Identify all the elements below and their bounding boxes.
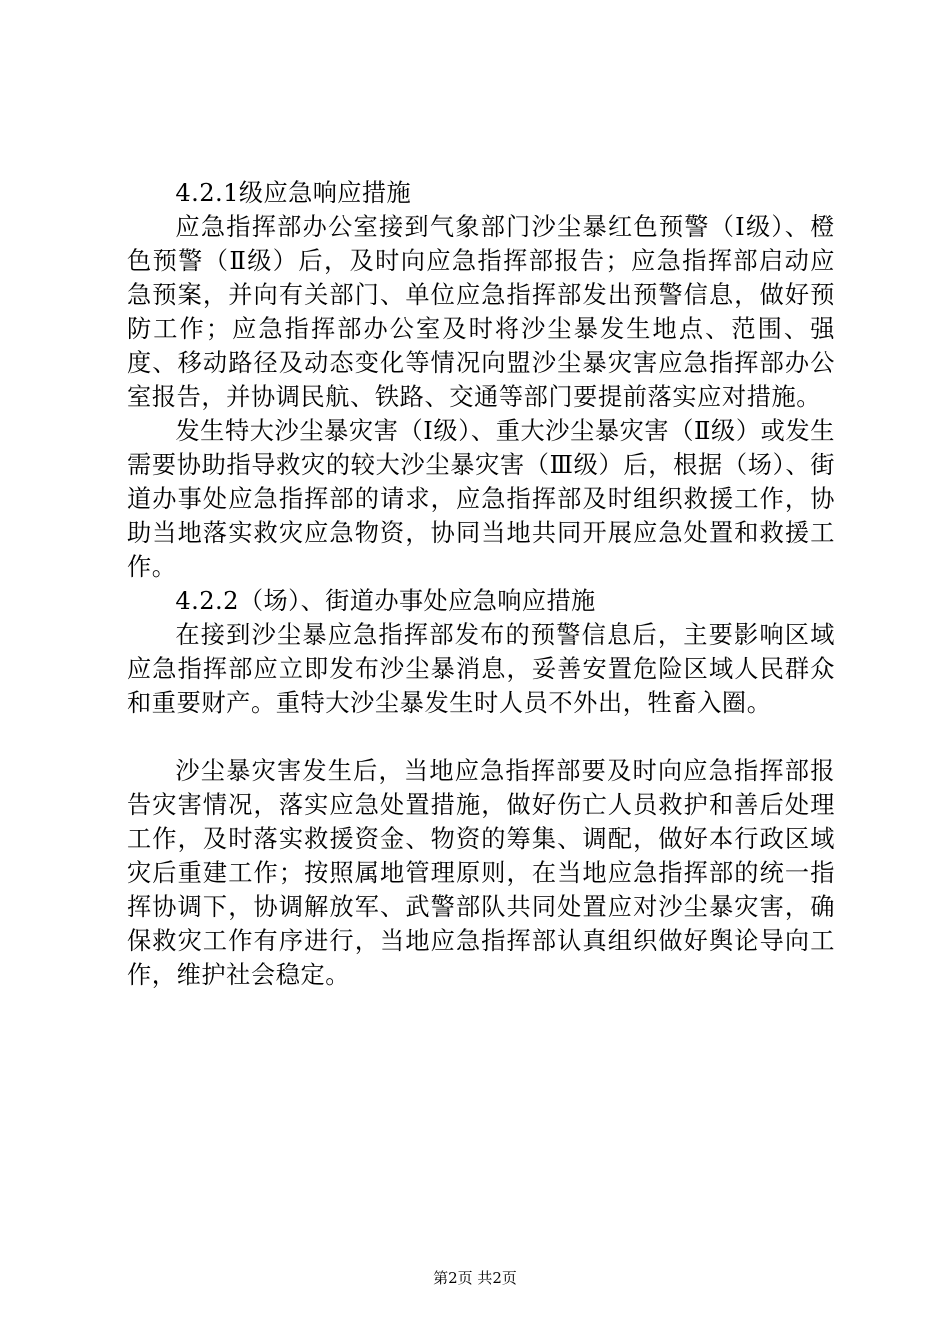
- paragraph-local-warning: 在接到沙尘暴应急指挥部发布的预警信息后，主要影响区域应急指挥部应立即发布沙尘暴消息，妥善安置危险区域人民群众和重要财产。重特大沙尘暴发生时人员不外出，牲畜入圈。: [127, 621, 835, 717]
- document-body: [127, 176, 835, 992]
- page-number-footer: 第2页 共2页: [433, 1269, 517, 1287]
- paragraph-post-disaster: 沙尘暴灾害发生后，当地应急指挥部要及时向应急指挥部报告灾害情况，落实应急处置措施，做好伤亡人员救护和善后处理工作，及时落实救援资金、物资的筹集、调配，做好本行政区域灾后重建工作；按照属地管理原则，在当地应急指挥部的统一指挥协调下，协调解放军、武警部队共同处置应对沙尘暴灾害，确保救灾工作有序进行，当地应急指挥部认真组织做好舆论导向工作，维护社会稳定。: [127, 757, 835, 989]
- paragraph-disaster-rescue: 发生特大沙尘暴灾害（Ⅰ级）、重大沙尘暴灾害（Ⅱ级）或发生需要协助指导救灾的较大沙尘暴灾害（Ⅲ级）后，根据（场）、街道办事处应急指挥部的请求，应急指挥部及时组织救援工作，协助当地落实救灾应急物资，协同当地共同开展应急处置和救援工作。: [127, 417, 835, 581]
- section-heading-4-2-1: 4.2.1级应急响应措施: [175, 179, 412, 207]
- section-heading-4-2-2: 4.2.2（场）、街道办事处应急响应措施: [175, 587, 596, 615]
- paragraph-warning-response: 应急指挥部办公室接到气象部门沙尘暴红色预警（Ⅰ级）、橙色预警（Ⅱ级）后，及时向应急指挥部报告；应急指挥部启动应急预案，并向有关部门、单位应急指挥部发出预警信息，做好预防工作；应急指挥部办公室及时将沙尘暴发生地点、范围、强度、移动路径及动态变化等情况向盟沙尘暴灾害应急指挥部办公室报告，并协调民航、铁路、交通等部门要提前落实应对措施。: [127, 213, 835, 411]
